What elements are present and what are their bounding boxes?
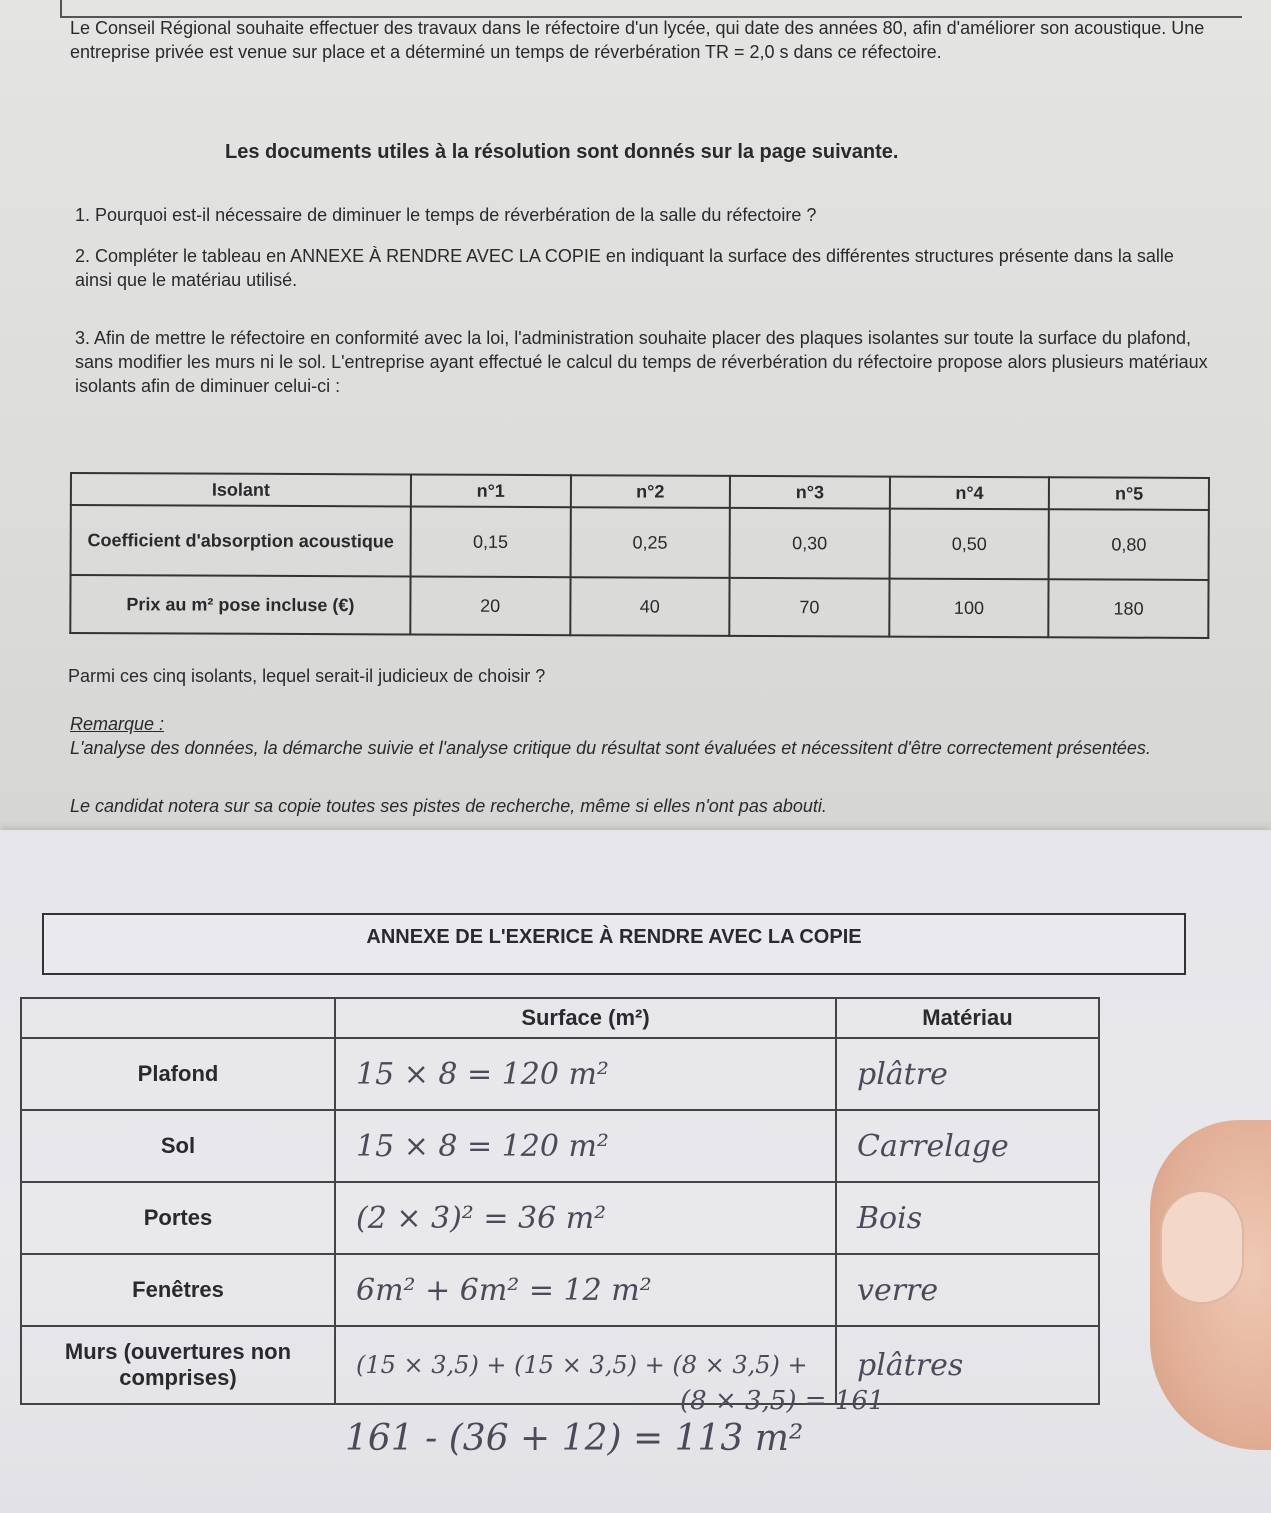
annexe-row-murs <box>21 1326 1099 1404</box>
materiau-handwritten: verre <box>836 1254 1099 1326</box>
prix-cell: 100 <box>889 579 1049 638</box>
remarque-text-2: Le candidat notera sur sa copie toutes ses pistes de recherche, même si elles n'ont pas abouti. <box>70 796 827 816</box>
materiau-handwritten: plâtres <box>836 1326 1099 1404</box>
row-label: Murs (ouvertures non comprises) <box>21 1326 335 1404</box>
isolant-col: n°1 <box>411 474 571 507</box>
row-label: Sol <box>21 1110 335 1182</box>
materiau-handwritten: Bois <box>836 1182 1099 1254</box>
thumb <box>1150 1120 1271 1450</box>
prix-cell: 180 <box>1049 579 1209 638</box>
annexe-empty-header <box>21 998 335 1038</box>
remarque-title: Remarque : <box>70 714 165 734</box>
annexe-table <box>20 997 1100 1405</box>
annexe-header-row <box>21 998 1099 1038</box>
surface-handwritten: 15 × 8 = 120 m² <box>335 1038 836 1110</box>
coef-label: Coefficient d'absorption acoustique <box>71 505 411 576</box>
question-3: 3. Afin de mettre le réfectoire en conformité avec la loi, l'administration souhaite placer des plaques isolantes sur toute la surface du plafond, sans modifier les murs ni le sol. L'entreprise ayant effectué le calcul du temps de réverbération du réfectoire propose alors plusieurs matériaux isolants afin de diminuer celui-ci : <box>75 328 1208 396</box>
murs-calc-line1: (15 × 3,5) + (15 × 3,5) + (8 × 3,5) + <box>356 1351 808 1379</box>
murs-calc-line2: (8 × 3,5) = 161 <box>680 1386 885 1416</box>
annexe-row-sol <box>21 1110 1099 1182</box>
isolants-header-row <box>71 473 1209 510</box>
coef-cell: 0,80 <box>1049 509 1209 580</box>
question-1: 1. Pourquoi est-il nécessaire de diminuer le temps de réverbération de la salle du réfectoire ? <box>75 205 817 225</box>
row-label: Fenêtres <box>21 1254 335 1326</box>
surface-handwritten: 6m² + 6m² = 12 m² <box>335 1254 836 1326</box>
question-2: 2. Compléter le tableau en ANNEXE À RENDRE AVEC LA COPIE en indiquant la surface des différentes structures présente dans la salle ainsi que le matériau utilisé. <box>75 246 1174 290</box>
intro-paragraph: Le Conseil Régional souhaite effectuer des travaux dans le réfectoire d'un lycée, qui date des années 80, afin d'améliorer son acoustique. Une entreprise privée est venue sur place et a déterminé un temps de réverbération TR = 2,0 s dans ce réfectoire. <box>70 18 1205 62</box>
row-label: Portes <box>21 1182 335 1254</box>
prix-cell: 20 <box>410 576 570 635</box>
coef-cell: 0,25 <box>570 507 730 578</box>
isolant-col: n°2 <box>570 475 730 508</box>
coef-cell: 0,15 <box>411 506 571 577</box>
coef-row <box>71 505 1209 580</box>
materiau-handwritten: Carrelage <box>836 1110 1099 1182</box>
materiau-handwritten: plâtre <box>836 1038 1099 1110</box>
isolants-table <box>69 472 1210 639</box>
surface-handwritten: 15 × 8 = 120 m² <box>335 1110 836 1182</box>
documents-note: Les documents utiles à la résolution sont donnés sur la page suivante. <box>225 141 899 163</box>
surface-header: Surface (m²) <box>335 998 836 1038</box>
prix-cell: 70 <box>729 578 889 637</box>
prix-cell: 40 <box>570 577 730 636</box>
annexe-row-plafond <box>21 1038 1099 1110</box>
isolant-col: n°5 <box>1049 477 1209 510</box>
isolant-header-label: Isolant <box>71 473 411 506</box>
row-label: Plafond <box>21 1038 335 1110</box>
final-calculation: 161 - (36 + 12) = 113 m² <box>345 1418 804 1459</box>
surface-handwritten: (2 × 3)² = 36 m² <box>335 1182 836 1254</box>
isolant-col: n°3 <box>730 476 890 509</box>
prix-row <box>70 575 1208 638</box>
thumbnail-shape <box>1160 1190 1244 1304</box>
annexe-row-fenetres <box>21 1254 1099 1326</box>
question-3-ask: Parmi ces cinq isolants, lequel serait-il judicieux de choisir ? <box>68 666 546 686</box>
prix-label: Prix au m² pose incluse (€) <box>70 575 410 634</box>
coef-cell: 0,30 <box>730 508 890 579</box>
coef-cell: 0,50 <box>889 509 1049 580</box>
annexe-title: ANNEXE DE L'EXERICE À RENDRE AVEC LA COPIE <box>42 913 1186 975</box>
annexe-row-portes <box>21 1182 1099 1254</box>
remarque-text: L'analyse des données, la démarche suivie et l'analyse critique du résultat sont évaluées et nécessitent d'être correctement présentées. <box>70 738 1151 758</box>
materiau-header: Matériau <box>836 998 1099 1038</box>
isolant-col: n°4 <box>890 477 1050 510</box>
